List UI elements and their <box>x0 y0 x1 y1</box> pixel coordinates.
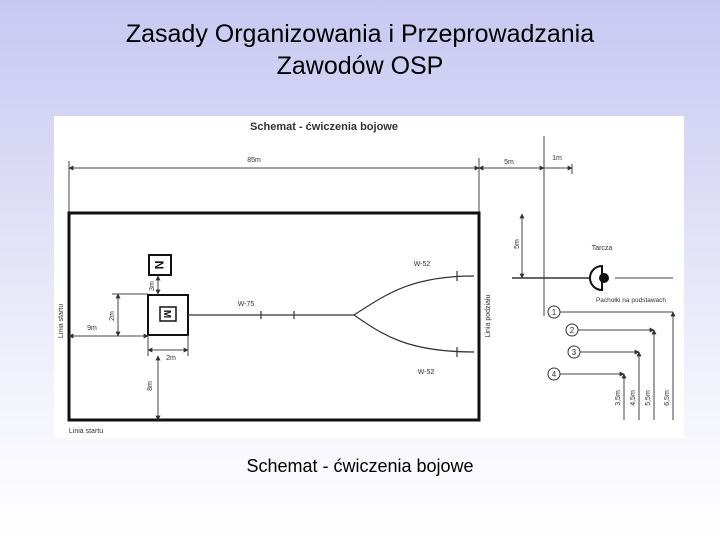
dim-8m: 8m <box>147 381 154 391</box>
dim-2m-left: 2m <box>109 311 116 321</box>
marker-1-label: 1 <box>551 308 557 317</box>
box-n-label: N <box>152 260 166 270</box>
target-point <box>599 273 609 283</box>
top-dimensions <box>69 136 572 319</box>
dim-9m: 9m <box>87 325 97 332</box>
dim-6-5m: 6,5m <box>664 390 671 406</box>
dim-5m-vertical: 5m <box>514 239 521 249</box>
box-m-label: M <box>161 309 172 319</box>
schematic-diagram <box>54 116 684 438</box>
dim-85m: 85m <box>247 157 261 164</box>
dim-1m: 1m <box>552 155 562 162</box>
dim-3-5m: 3,5m <box>615 390 622 406</box>
diagram-heading: Schemat - ćwiczenia bojowe <box>250 121 398 133</box>
pachołki-markers <box>548 306 580 380</box>
dim-3m: 3m <box>149 281 156 291</box>
linia-startu-bottom: Linia startu <box>68 428 104 435</box>
dim-2m-bottom: 2m <box>166 355 176 362</box>
dim-5m-top: 5m <box>504 159 514 166</box>
dim-4-5m: 4,5m <box>630 390 637 406</box>
field-rectangle <box>69 213 479 420</box>
hose-w52-top-label: W-52 <box>413 261 431 268</box>
hose-w75-label: W-75 <box>237 301 255 308</box>
hose-lines <box>188 271 474 357</box>
title-line-1: Zasady Organizowania i Przeprowadzania <box>125 20 595 48</box>
diagram-svg <box>54 116 684 438</box>
target <box>512 266 609 290</box>
slide-caption: Schemat - ćwiczenia bojowe <box>246 456 474 476</box>
marker-2-label: 2 <box>569 326 575 335</box>
hose-w52-bottom <box>354 315 474 352</box>
linia-podzialu: Linia podziału <box>485 294 492 338</box>
hose-w52-top <box>354 276 474 315</box>
title-line-2: Zawodów OSP <box>276 52 444 80</box>
tarcza-label: Tarcza <box>591 245 613 252</box>
marker-3-label: 3 <box>571 348 577 357</box>
pacholki-label: Pachołki na podstawach <box>595 297 667 304</box>
linia-startu-left: Linia startu <box>58 303 65 339</box>
slide-title <box>0 18 720 82</box>
dim-5-5m: 5,5m <box>645 390 652 406</box>
hose-w52-bottom-label: W-52 <box>417 369 435 376</box>
marker-4-label: 4 <box>551 370 557 379</box>
